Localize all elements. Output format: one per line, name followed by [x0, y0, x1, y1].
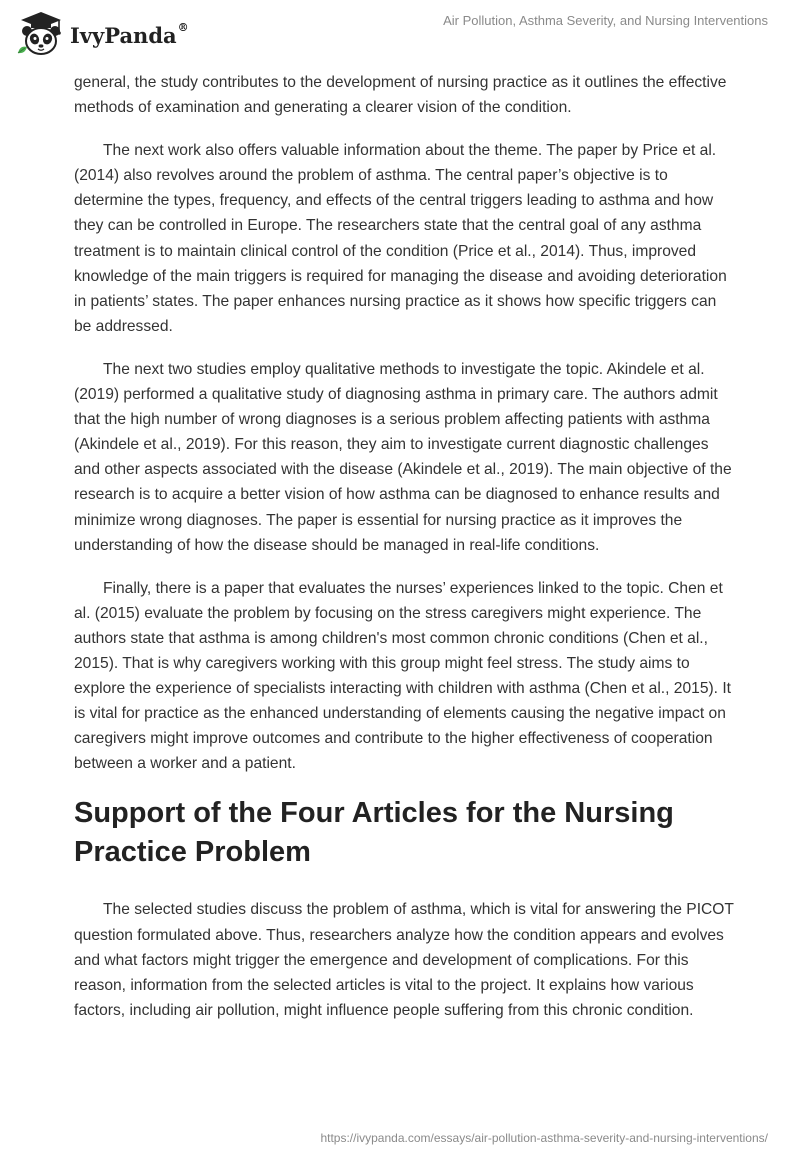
paragraph: general, the study contributes to the development of nursing practice as it outlines the effective methods of examination and generating a clearer vision of the condition. — [74, 74, 727, 117]
page-header — [0, 0, 800, 70]
brand-name-text: IvyPanda — [70, 22, 177, 48]
paragraph: The selected studies discuss the problem of asthma, which is vital for answering the PICOT question formulated above. Thus, researchers analyze how the condition appears and evolves and what factors might trigger the emergence and development of complications. For this reason, information from the selected articles is vital to the project. It explains how various factors, including air pollution, might influence people suffering from this chronic condition. — [74, 901, 734, 1019]
paragraph: The next work also offers valuable information about the theme. The paper by Price et al. (2014) also revolves around the problem of asthma. The central paper’s objective is to determine the types, frequency, and effects of the central triggers leading to asthma and how they can be controlled in Europe. The researchers state that the central goal of any asthma treatment is to maintain clinical control of the condition (Price et al., 2014). Thus, improved knowledge of the main triggers is required for managing the disease and avoiding deterioration in patients’ states. The paper enhances nursing practice as it shows how specific triggers can be addressed. — [74, 142, 727, 335]
ivypanda-logo[interactable] — [14, 9, 189, 59]
source-url[interactable]: https://ivypanda.com/essays/air-pollution-asthma-severity-and-nursing-interventions/ — [320, 1131, 768, 1145]
panda-graduate-icon — [14, 9, 68, 59]
paragraph: Finally, there is a paper that evaluates the nurses’ experiences linked to the topic. Chen et al. (2015) evaluate the problem by focusing on the stress caregivers might experience. The authors state that asthma is among children's most common chronic conditions (Chen et al., 2015). That is why caregivers working with this group might feel stress. The study aims to explore the experience of specialists interacting with children with asthma (Chen et al., 2015). It is vital for practice as the enhanced understanding of elements causing the negative impact on caregivers might improve outcomes and contribute to the higher effectiveness of cooperation between a worker and a patient. — [74, 579, 732, 773]
section-heading: Support of the Four Articles for the Nursing Practice Problem — [74, 797, 674, 869]
registered-mark: ® — [177, 20, 189, 34]
paragraph: The next two studies employ qualitative methods to investigate the topic. Akindele et al. (2019) performed a qualitative study of diagnosing asthma in primary care. The authors admit that the high number of wrong diagnoses is a serious problem affecting patients with asthma (Akindele et al., 2019). For this reason, they aim to investigate current diagnostic challenges and other aspects associated with the disease (Akindele et al., 2019). The main objective of the research is to acquire a better vision of how asthma can be diagnosed to enhance results and minimize wrong diagnoses. The paper is essential for nursing practice as it improves the understanding of how the disease should be managed in real-life conditions. — [74, 360, 732, 554]
brand-name — [70, 20, 189, 48]
essay-body — [74, 70, 734, 1041]
essay-title: Air Pollution, Asthma Severity, and Nursing Interventions — [443, 13, 768, 28]
